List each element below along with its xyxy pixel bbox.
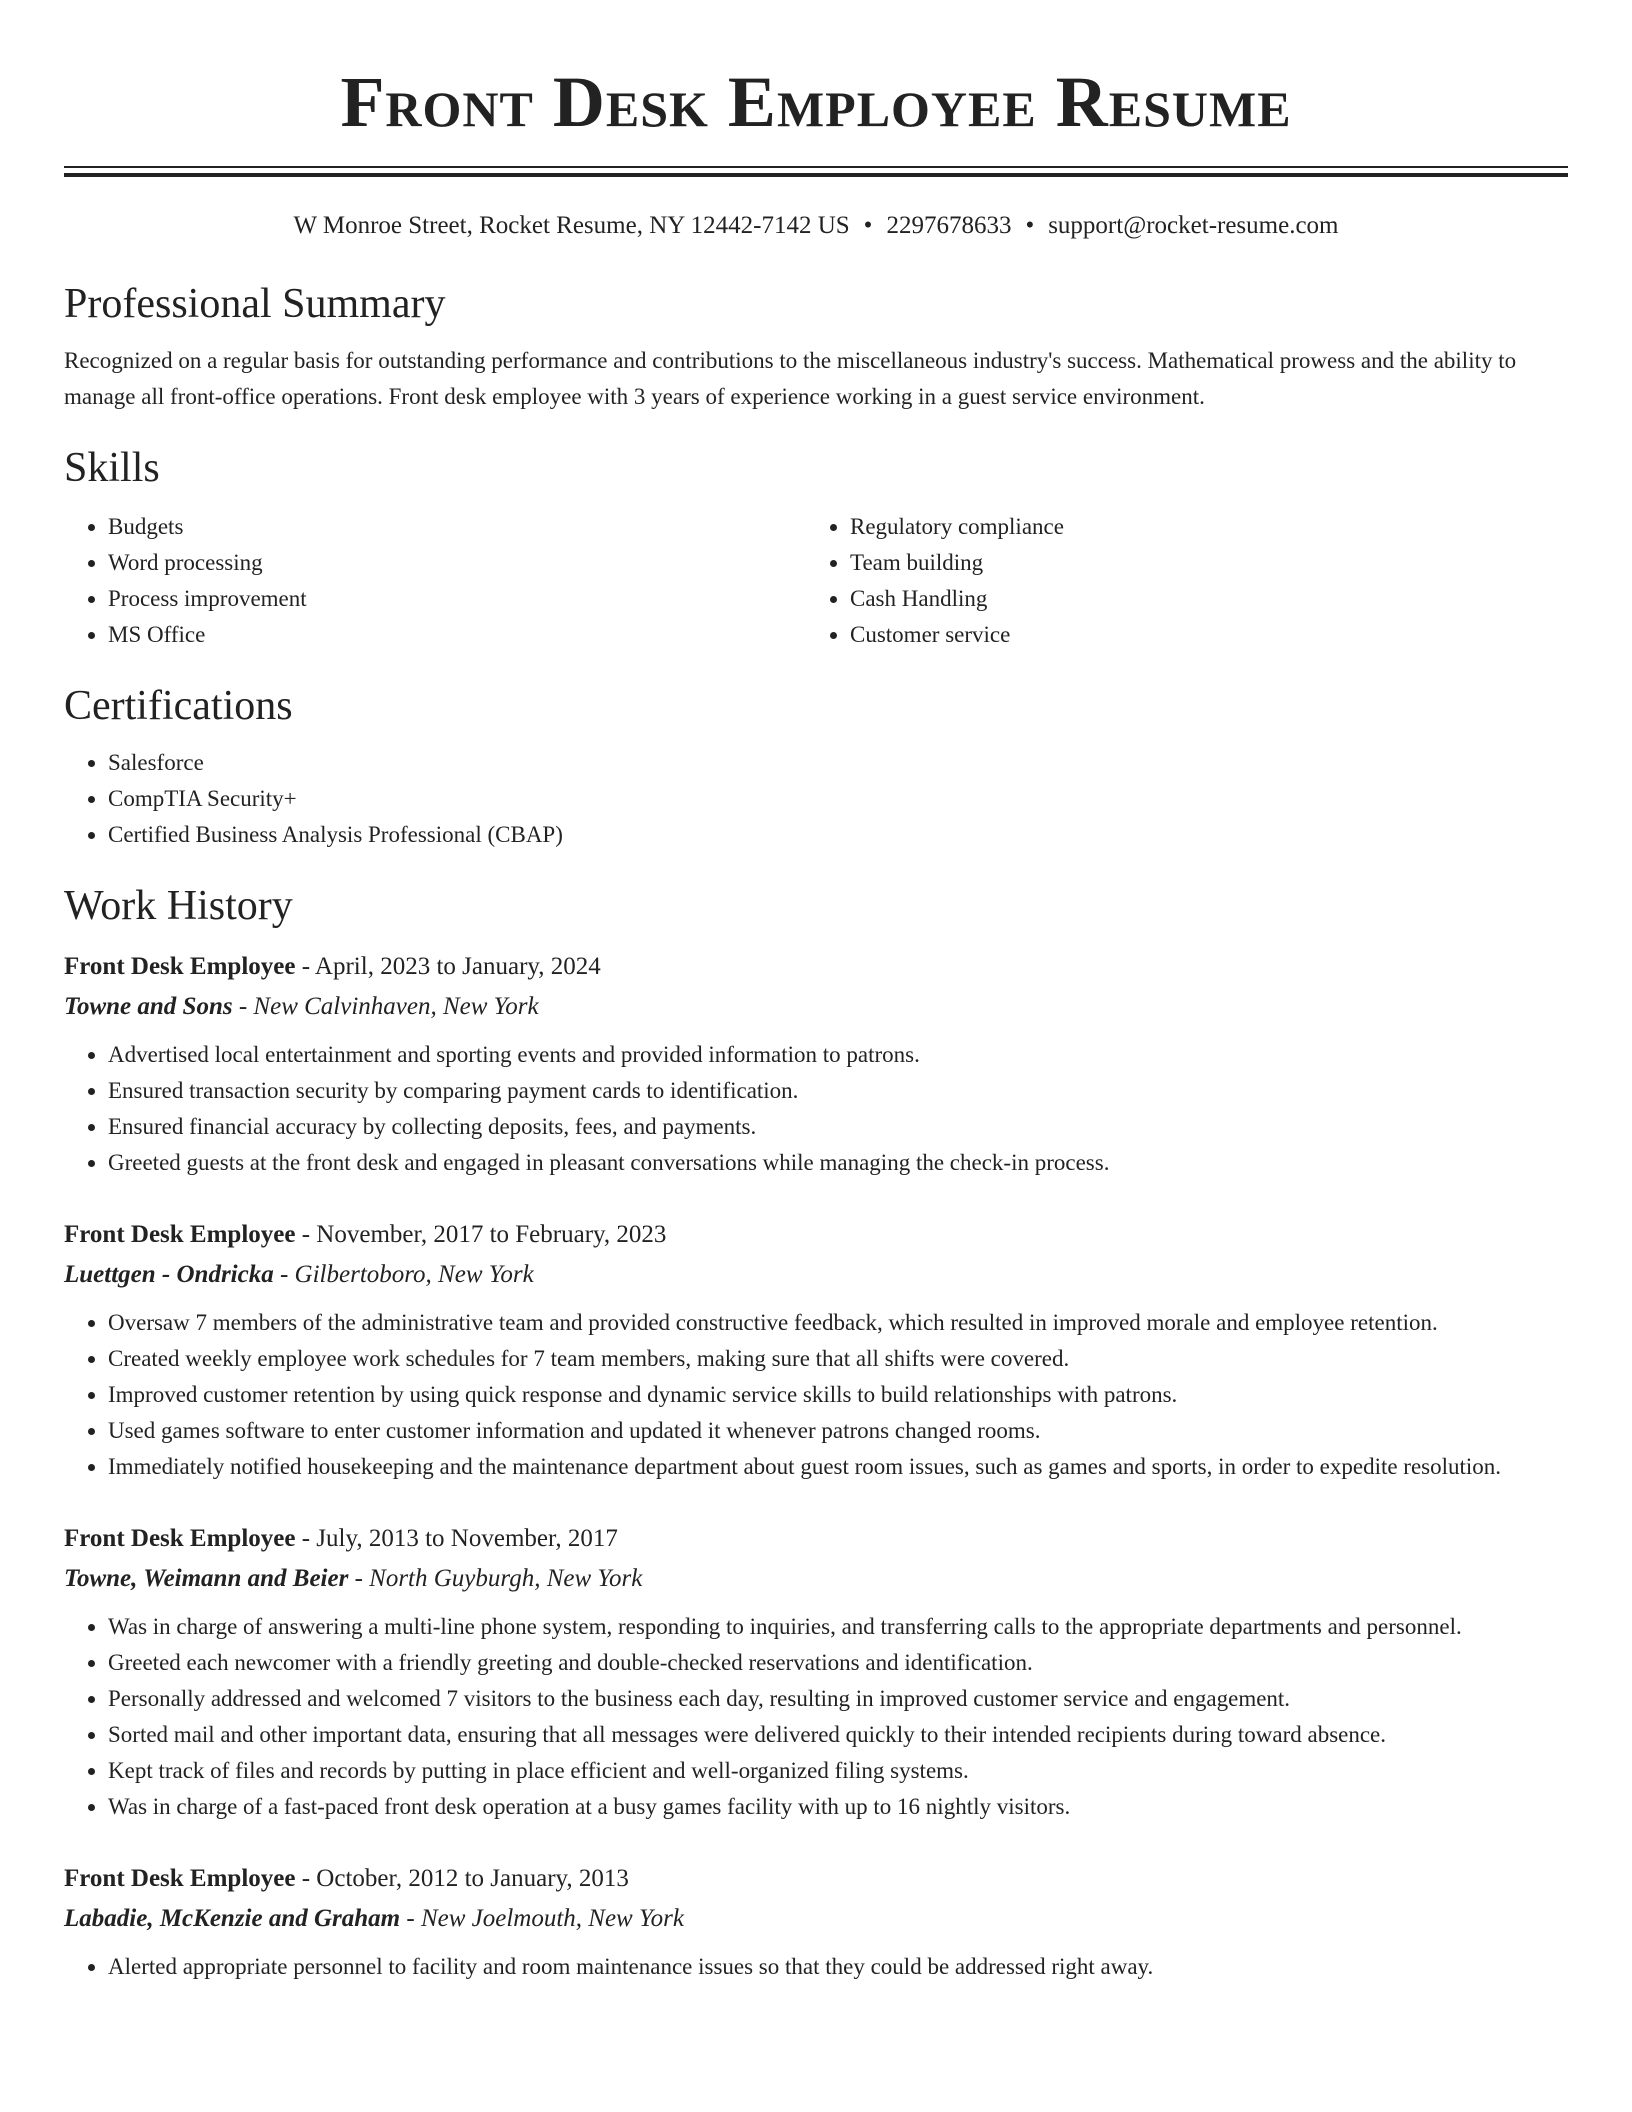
- job-entry: [64, 1215, 1568, 1485]
- job-company-line: [64, 1559, 1568, 1599]
- section-heading: Professional Summary: [64, 281, 446, 327]
- section-heading: Skills: [64, 445, 160, 491]
- job-bullet: • Greeted each newcomer with a friendly greeting and double-checked reservations and identification.: [108, 1645, 1568, 1681]
- job-bullet: • Greeted guests at the front desk and engaged in pleasant conversations while managing the check-in process.: [108, 1145, 1568, 1181]
- contact-line: [64, 209, 1568, 243]
- job-title-line: [64, 1859, 1568, 1899]
- job-bullet: • Personally addressed and welcomed 7 visitors to the business each day, resulting in improved customer service and engagement.: [108, 1681, 1568, 1717]
- skill-item: • Budgets: [108, 509, 806, 545]
- skills-list-left: [64, 509, 806, 653]
- job-location: - Gilbertoboro, New York: [273, 1261, 534, 1288]
- job-entry: [64, 1519, 1568, 1825]
- contact-phone: 2297678633: [886, 212, 1012, 239]
- section-heading: Work History: [64, 883, 293, 929]
- job-dates: - October, 2012 to January, 2013: [295, 1865, 629, 1892]
- resume-title: Front Desk Employee Resume: [340, 62, 1292, 142]
- divider-thin-line: [64, 166, 1568, 168]
- job-bullets: [64, 1609, 1568, 1825]
- skills-section: [64, 441, 1568, 653]
- job-bullet: • Immediately notified housekeeping and the maintenance department about guest room issues, such as games and sports, in order to expedite resolution.: [108, 1449, 1568, 1485]
- certification-item: • Certified Business Analysis Professional (CBAP): [108, 817, 1568, 853]
- skills-list-right: [806, 509, 1568, 653]
- skill-item: • Word processing: [108, 545, 806, 581]
- job-company-line: [64, 1255, 1568, 1295]
- job-company: Towne and Sons: [64, 993, 233, 1020]
- job-title: Front Desk Employee: [64, 953, 296, 980]
- job-bullets: [64, 1037, 1568, 1181]
- job-company: Labadie, McKenzie and Graham: [64, 1905, 401, 1932]
- job-bullet: • Used games software to enter customer information and updated it whenever patrons changed rooms.: [108, 1413, 1568, 1449]
- bullet-separator: •: [863, 212, 873, 239]
- job-location: - New Joelmouth, New York: [400, 1905, 684, 1932]
- skills-grid: [64, 509, 1568, 653]
- divider-thick-line: [64, 173, 1568, 177]
- summary-text: Recognized on a regular basis for outstanding performance and contributions to the miscellaneous industry's success. Mathematical prowess and the ability to manage all front-office operations. Front desk employee with 3 years of experience working in a guest service environment.: [64, 348, 1517, 409]
- job-company-line: [64, 1899, 1568, 1939]
- job-dates: - November, 2017 to February, 2023: [295, 1221, 667, 1248]
- job-company: Towne, Weimann and Beier: [64, 1565, 349, 1592]
- job-title-line: [64, 1215, 1568, 1255]
- job-bullets: [64, 1949, 1568, 1985]
- job-title: Front Desk Employee: [64, 1525, 296, 1552]
- job-location: - North Guyburgh, New York: [348, 1565, 643, 1592]
- professional-summary-section: [64, 277, 1568, 415]
- contact-address: W Monroe Street, Rocket Resume, NY 12442-7142 US: [293, 212, 850, 239]
- job-bullet: • Was in charge of answering a multi-line phone system, responding to inquiries, and transferring calls to the appropriate departments and personnel.: [108, 1609, 1568, 1645]
- job-bullet: • Kept track of files and records by putting in place efficient and well-organized filing systems.: [108, 1753, 1568, 1789]
- skill-item: • Cash Handling: [850, 581, 1568, 617]
- job-bullet: • Was in charge of a fast-paced front desk operation at a busy games facility with up to 16 nightly visitors.: [108, 1789, 1568, 1825]
- skill-item: • Regulatory compliance: [850, 509, 1568, 545]
- job-bullet: • Oversaw 7 members of the administrative team and provided constructive feedback, which resulted in improved morale and employee retention.: [108, 1305, 1568, 1341]
- certification-item: • Salesforce: [108, 745, 1568, 781]
- job-bullet: • Alerted appropriate personnel to facility and room maintenance issues so that they could be addressed right away.: [108, 1949, 1568, 1985]
- section-heading: Certifications: [64, 683, 293, 729]
- bullet-separator: •: [1025, 212, 1035, 239]
- job-location: - New Calvinhaven, New York: [232, 993, 539, 1020]
- job-bullet: • Advertised local entertainment and sporting events and provided information to patrons.: [108, 1037, 1568, 1073]
- job-bullets: [64, 1305, 1568, 1485]
- job-bullet: • Ensured financial accuracy by collecting deposits, fees, and payments.: [108, 1109, 1568, 1145]
- job-title-line: [64, 1519, 1568, 1559]
- job-company: Luettgen - Ondricka: [64, 1261, 274, 1288]
- certifications-section: [64, 679, 1568, 853]
- job-entry: [64, 947, 1568, 1181]
- job-title-line: [64, 947, 1568, 987]
- work-history-section: [64, 879, 1568, 1985]
- job-bullet: • Improved customer retention by using quick response and dynamic service skills to build relationships with patrons.: [108, 1377, 1568, 1413]
- job-bullet: • Created weekly employee work schedules for 7 team members, making sure that all shifts were covered.: [108, 1341, 1568, 1377]
- skill-item: • Customer service: [850, 617, 1568, 653]
- job-dates: - April, 2023 to January, 2024: [295, 953, 601, 980]
- contact-email: support@rocket-resume.com: [1048, 212, 1339, 239]
- job-dates: - July, 2013 to November, 2017: [295, 1525, 618, 1552]
- job-bullet: • Ensured transaction security by comparing payment cards to identification.: [108, 1073, 1568, 1109]
- job-entry: [64, 1859, 1568, 1985]
- skill-item: • MS Office: [108, 617, 806, 653]
- job-company-line: [64, 987, 1568, 1027]
- job-title: Front Desk Employee: [64, 1221, 296, 1248]
- certification-item: • CompTIA Security+: [108, 781, 1568, 817]
- certifications-list: [64, 745, 1568, 853]
- skill-item: • Team building: [850, 545, 1568, 581]
- title-divider: [64, 166, 1568, 177]
- skill-item: • Process improvement: [108, 581, 806, 617]
- job-title: Front Desk Employee: [64, 1865, 296, 1892]
- job-bullet: • Sorted mail and other important data, ensuring that all messages were delivered quickly to their intended recipients during toward absence.: [108, 1717, 1568, 1753]
